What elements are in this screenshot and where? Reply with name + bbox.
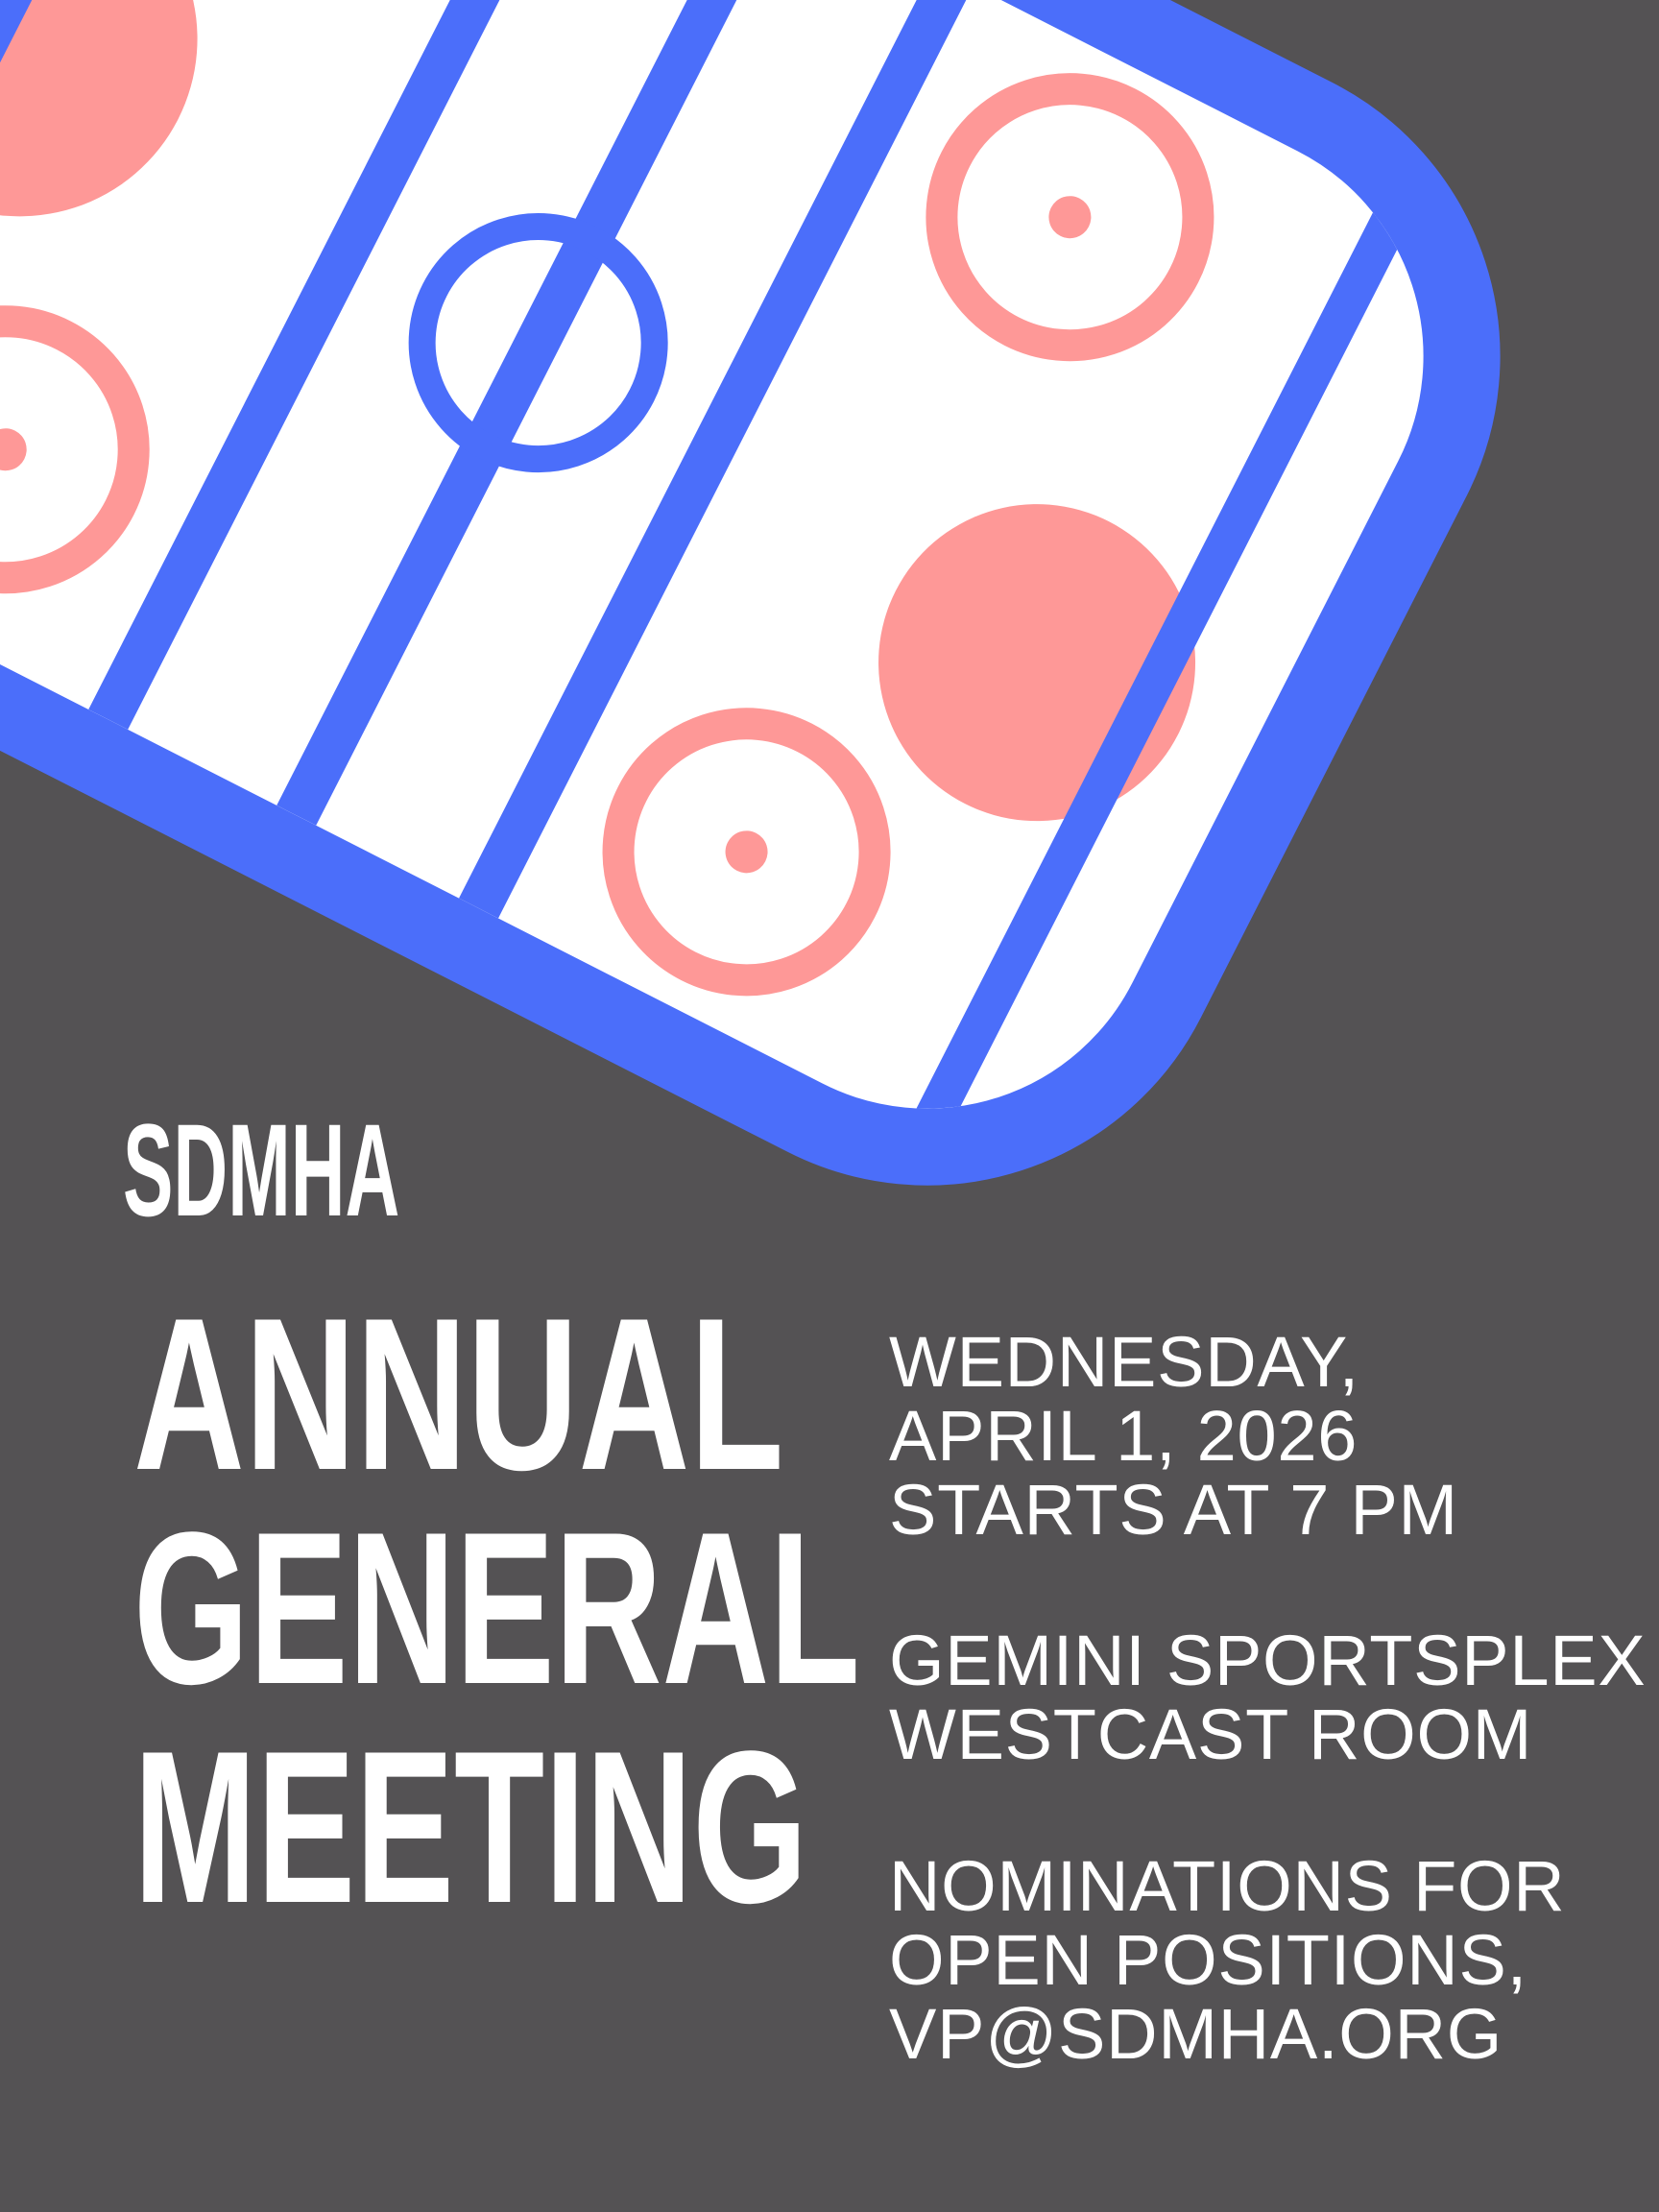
headline-line-meeting: MEETING <box>133 1705 808 1948</box>
rink-center-circle <box>364 168 712 517</box>
brand-title: SDMHA <box>123 1097 400 1244</box>
headline-line-annual: ANNUAL <box>133 1272 784 1515</box>
event-date: APRIL 1, 2026 <box>889 1396 1358 1476</box>
event-datetime <box>889 1322 1458 1550</box>
rink-pink-spot-left <box>0 0 258 277</box>
event-nominations <box>889 1846 1566 2074</box>
event-location <box>889 1621 1647 1774</box>
nominations-line-2: OPEN POSITIONS, <box>889 1920 1527 2000</box>
venue-name: GEMINI SPORTSPLEX <box>889 1621 1647 1700</box>
event-time: STARTS AT 7 PM <box>889 1470 1458 1550</box>
headline-line-general: GENERAL <box>133 1486 860 1729</box>
event-day: WEDNESDAY, <box>889 1322 1359 1402</box>
nominations-email: VP@SDMHA.ORG <box>889 1994 1503 2074</box>
nominations-line-1: NOMINATIONS FOR <box>889 1846 1566 1926</box>
venue-room: WESTCAST ROOM <box>889 1695 1533 1774</box>
